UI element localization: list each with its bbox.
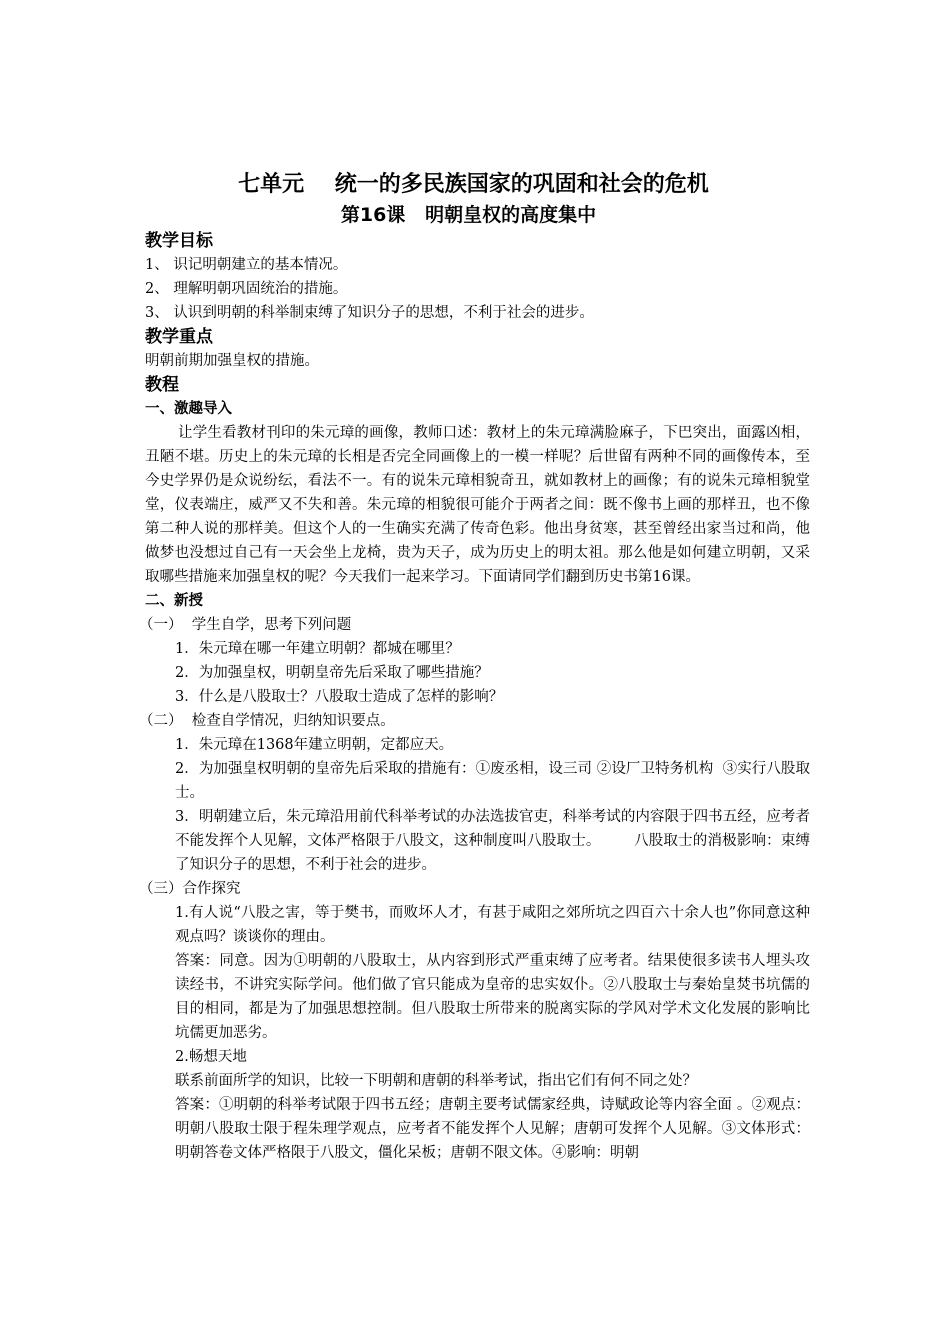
lesson-title: 第16课 明朝皇权的高度集中 bbox=[340, 204, 597, 226]
sec1-item-2: 2．为加强皇权，明朝皇帝先后采取了哪些措施？ bbox=[175, 665, 489, 681]
part1-heading: 一、激趣导入 bbox=[145, 401, 232, 417]
focus-text: 明朝前期加强皇权的措施。 bbox=[145, 353, 319, 369]
sec3-heading: （三）合作探究 bbox=[139, 881, 241, 897]
answer-1: 答案：同意。因为①明朝的八股取士，从内容到形式严重束缚了应考者。结果使很多读书人埋头攻读经书，不讲究实际学问。他们做了官只能成为皇帝的忠实奴仆。②八股取士与秦始皇焚书坑儒的目的相同，都是为了加强思想控制。但八股取士所带来的脱离实际的学风对学术文化发展的影响比坑儒更加恶劣。 bbox=[175, 953, 810, 1041]
answer-2: 答案：①明朝的科举考试限于四书五经；唐朝主要考试儒家经典，诗赋政论等内容全面 。②观点：明朝八股取士限于程朱理学观点，应考者不能发挥个人见解；唐朝可发挥个人见解。③文体形式：明朝答卷文体严格限于八股文，僵化呆板；唐朝不限文体。④影响：明朝 bbox=[175, 1097, 810, 1161]
sec2-item-2: 2．为加强皇权明朝的皇帝先后采取的措施有：①废丞相，设三司 ②设厂卫特务机构 ③实行八股取士。 bbox=[175, 761, 810, 801]
sec1-item-1: 1．朱元璋在哪一年建立明朝？都城在哪里？ bbox=[175, 641, 460, 657]
sec2-heading: （二） 检查自学情况，归纳知识要点。 bbox=[139, 713, 395, 729]
unit-title: 七单元 统一的多民族国家的巩固和社会的危机 bbox=[238, 172, 709, 197]
sec1-item-3: 3．什么是八股取士？八股取士造成了怎样的影响？ bbox=[175, 689, 504, 705]
document-page bbox=[139, 168, 810, 1165]
sec1-heading: （一） 学生自学，思考下列问题 bbox=[139, 617, 352, 633]
goal-item-3: 3、 认识到明朝的科举制束缚了知识分子的思想，不利于社会的进步。 bbox=[145, 305, 594, 321]
goal-item-1: 1、 识记明朝建立的基本情况。 bbox=[145, 257, 348, 273]
question-2-title: 2.畅想天地 bbox=[175, 1049, 247, 1065]
question-2: 联系前面所学的知识，比较一下明朝和唐朝的科举考试，指出它们有何不同之处？ bbox=[175, 1073, 697, 1089]
sec2-item-3: 3．明朝建立后，朱元璋沿用前代科举考试的办法选拔官吏，科举考试的内容限于四书五经，应考者不能发挥个人见解，文体严格限于八股文，这种制度叫八股取士。 八股取士的消极影响：束缚了知识分子的思想，不利于社会的进步。 bbox=[175, 809, 810, 873]
question-1: 1.有人说“八股之害，等于樊书，而败坏人才，有甚于咸阳之郊所坑之四百六十余人也”你同意这种观点吗？谈谈你的理由。 bbox=[175, 905, 810, 945]
goals-heading: 教学目标 bbox=[145, 231, 213, 251]
focus-heading: 教学重点 bbox=[145, 327, 213, 347]
intro-paragraph: 让学生看教材刊印的朱元璋的画像，教师口述：教材上的朱元璋满脸麻子，下巴突出，面露凶相，丑陋不堪。历史上的朱元璋的长相是否完全同画像上的一模一样呢？后世留有两种不同的画像传本，至今史学界仍是众说纷纭，看法不一。有的说朱元璋相貌奇丑，就如教材上的画像；有的说朱元璋相貌堂堂，仪表端庄，威严又不失和善。朱元璋的相貌很可能介于两者之间：既不像书上画的那样丑，也不像第二种人说的那样美。但这个人的一生确实充满了传奇色彩。他出身贫寒，甚至曾经出家当过和尚，他做梦也没想过自己有一天会坐上龙椅，贵为天子，成为历史上的明太祖。那么他是如何建立明朝，又采取哪些措施来加强皇权的呢？今天我们一起来学习。下面请同学们翻到历史书第16课。 bbox=[145, 425, 810, 585]
process-heading: 教程 bbox=[145, 375, 179, 395]
sec2-item-1: 1．朱元璋在1368年建立明朝，定都应天。 bbox=[175, 737, 454, 753]
goal-item-2: 2、 理解明朝巩固统治的措施。 bbox=[145, 281, 348, 297]
part2-heading: 二、新授 bbox=[145, 593, 203, 609]
